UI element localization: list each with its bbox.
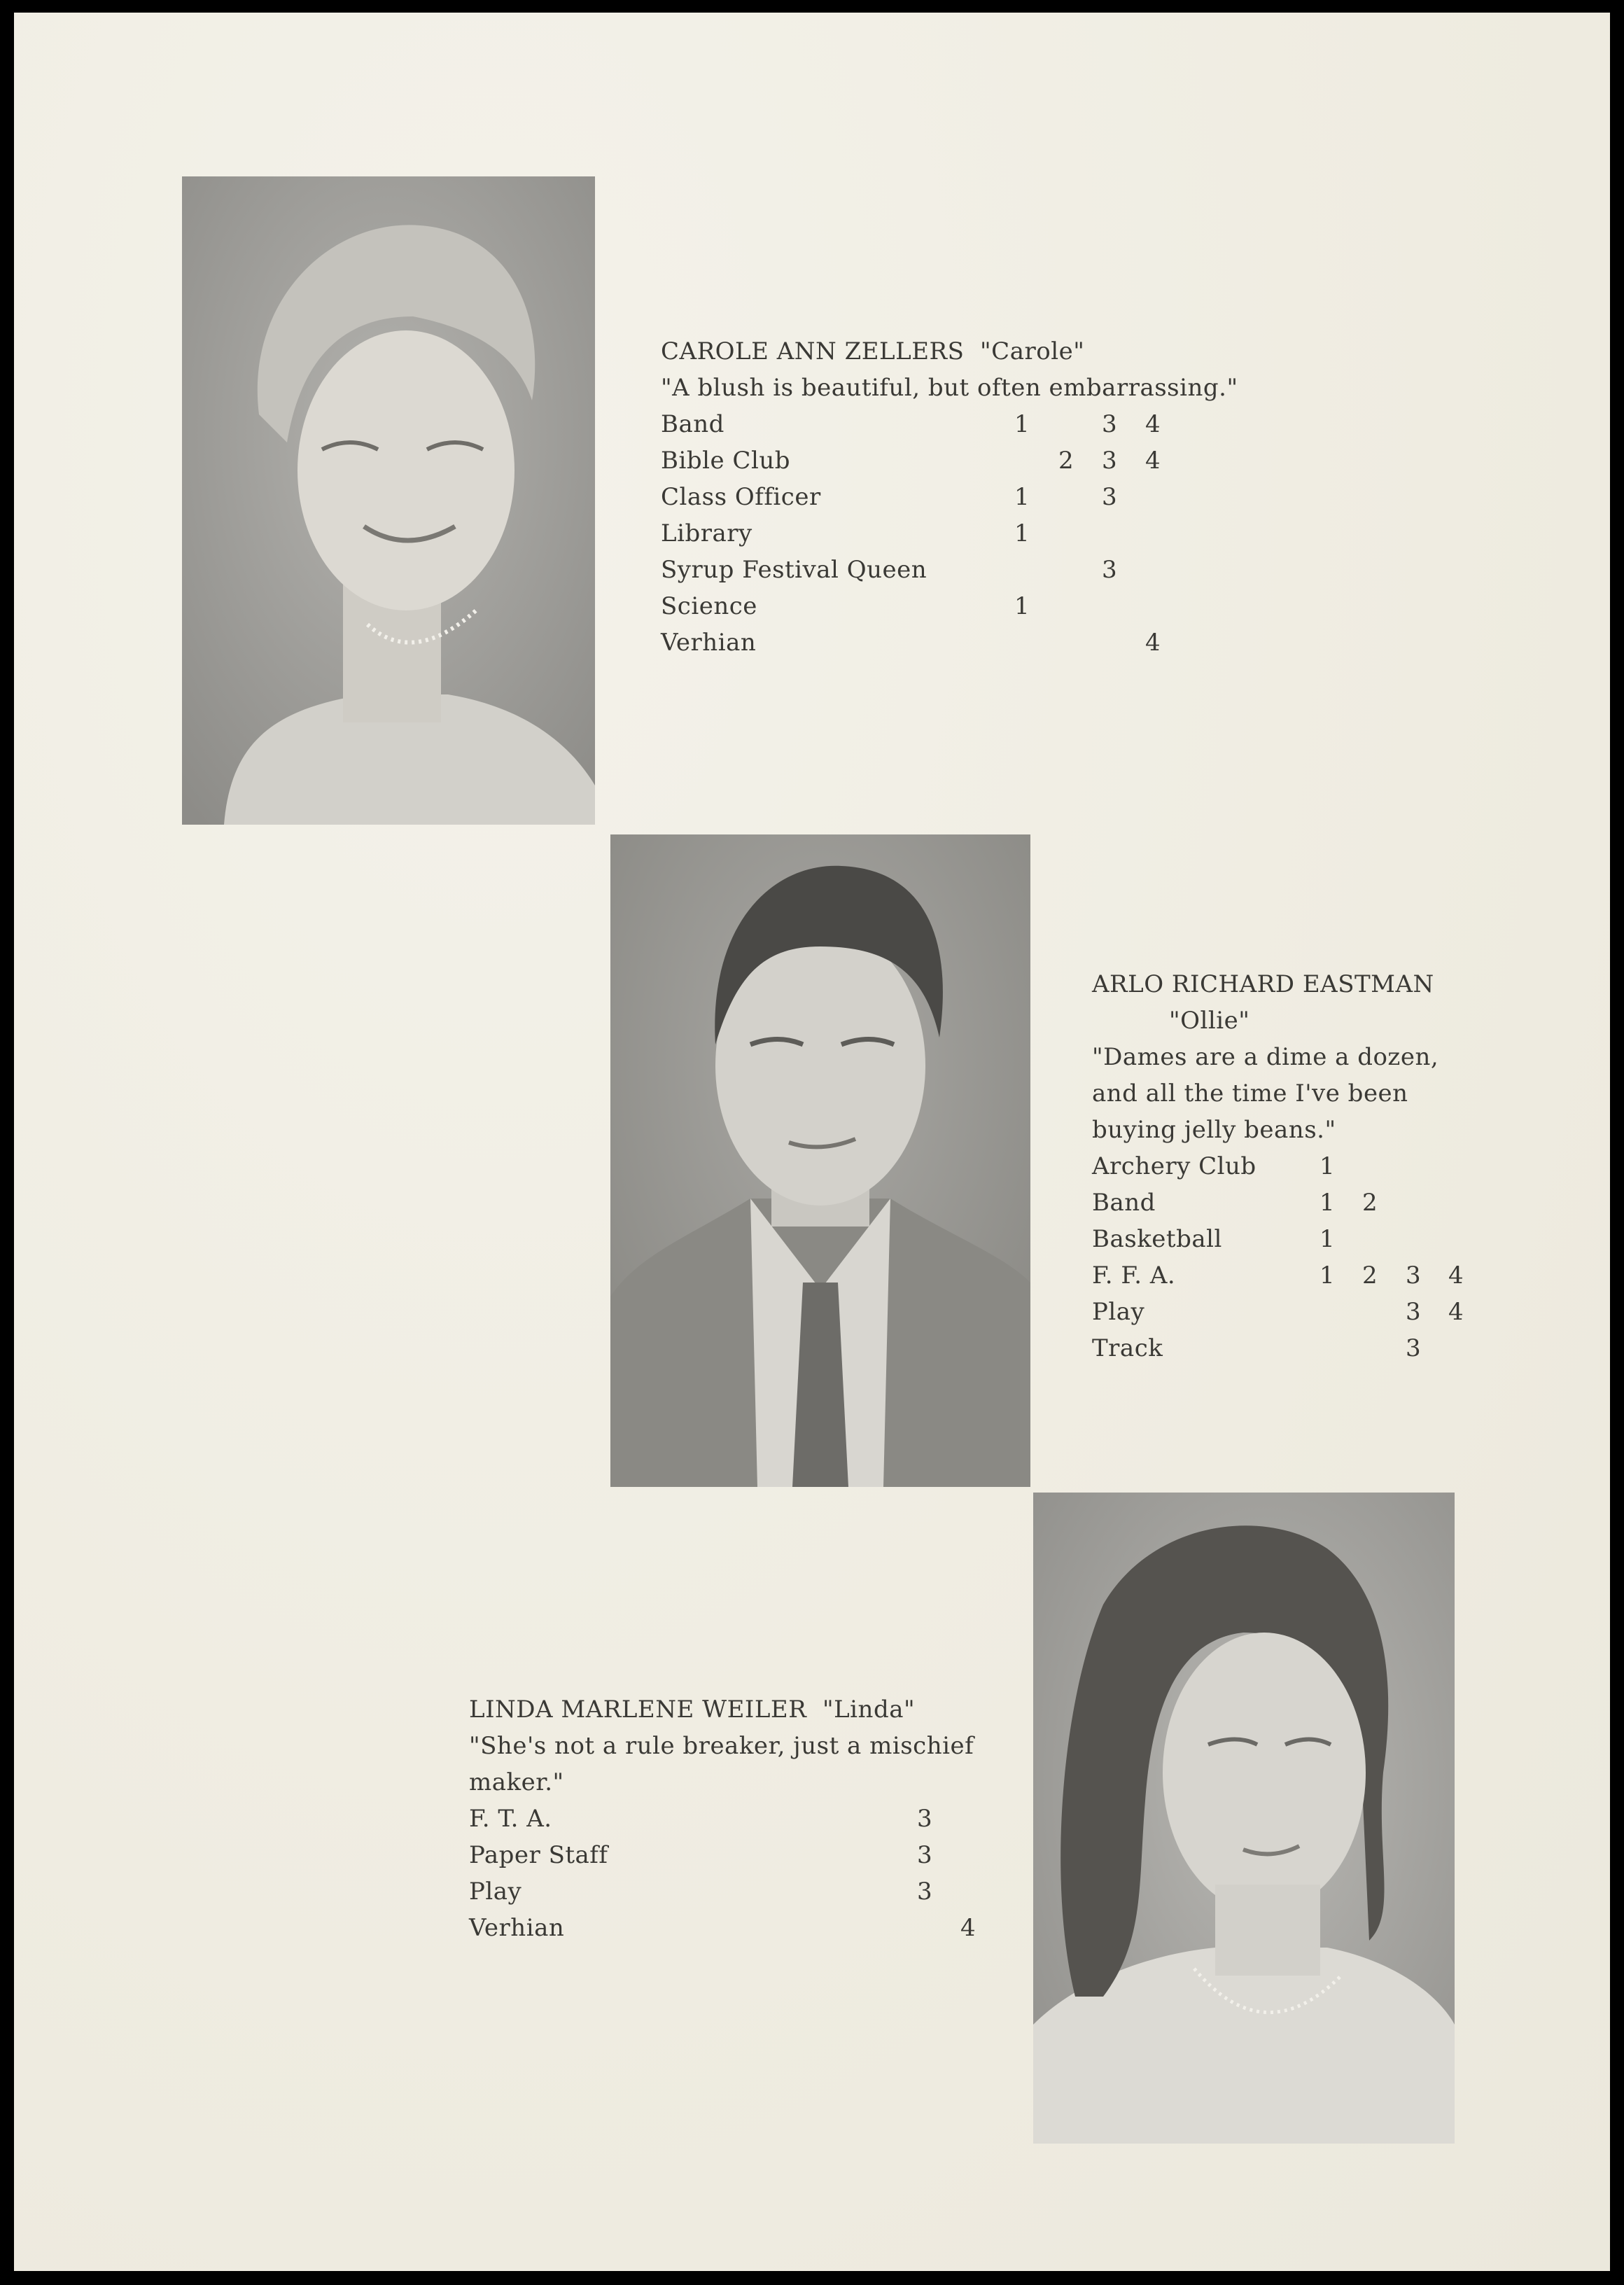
activity-year: 4	[1145, 629, 1161, 657]
activity-row	[469, 1910, 1029, 1946]
activity-year: 1	[1014, 483, 1030, 511]
activity-row	[1092, 1330, 1582, 1367]
activity-name: Library	[661, 519, 752, 547]
activity-row	[661, 442, 1291, 479]
activity-year: 1	[1014, 519, 1030, 547]
student-quote-line: maker."	[469, 1768, 564, 1796]
activity-list	[469, 1801, 1029, 1946]
activity-year: 4	[1448, 1262, 1464, 1290]
activity-name: Bible Club	[661, 447, 790, 475]
student-name: ARLO RICHARD EASTMAN	[1092, 970, 1434, 998]
student-bio-carole	[661, 333, 1291, 661]
activity-year: 4	[960, 1914, 976, 1942]
activity-year: 1	[1320, 1152, 1336, 1180]
activity-name: F. F. A.	[1092, 1262, 1176, 1290]
activity-name: Basketball	[1092, 1225, 1222, 1253]
student-nickname: "Linda"	[822, 1696, 916, 1724]
activity-name: Band	[1092, 1189, 1156, 1217]
activity-row	[661, 515, 1291, 552]
student-photo-linda	[1033, 1493, 1455, 2144]
activity-year: 1	[1014, 410, 1030, 438]
activity-year: 3	[1102, 483, 1118, 511]
student-quote-line: and all the time I've been	[1092, 1079, 1408, 1107]
activity-year: 2	[1362, 1189, 1378, 1217]
activity-year: 3	[1406, 1262, 1422, 1290]
activity-year: 3	[1102, 447, 1118, 475]
student-nickname: "Ollie"	[1169, 1007, 1250, 1035]
activity-year: 4	[1448, 1298, 1464, 1326]
activity-row	[1092, 1185, 1582, 1221]
activity-row	[469, 1801, 1029, 1837]
activity-list	[661, 406, 1291, 661]
activity-year: 4	[1145, 410, 1161, 438]
activity-name: F. T. A.	[469, 1805, 552, 1833]
activity-row	[1092, 1221, 1582, 1257]
student-heading	[661, 333, 1291, 370]
student-photo-arlo	[610, 834, 1030, 1487]
activity-name: Verhian	[661, 629, 757, 657]
activity-year: 1	[1320, 1189, 1336, 1217]
activity-row	[661, 479, 1291, 515]
activity-row	[661, 406, 1291, 442]
activity-row	[1092, 1294, 1582, 1330]
activity-row	[661, 624, 1291, 661]
student-quote-line: "She's not a rule breaker, just a mischief	[469, 1732, 974, 1760]
student-photo-carole	[182, 176, 595, 825]
activity-name: Archery Club	[1092, 1152, 1256, 1180]
activity-year: 2	[1362, 1262, 1378, 1290]
activity-row	[469, 1873, 1029, 1910]
activity-year: 1	[1014, 592, 1030, 620]
activity-year: 4	[1145, 447, 1161, 475]
activity-row	[1092, 1257, 1582, 1294]
activity-year: 3	[1406, 1298, 1422, 1326]
student-bio-arlo	[1092, 966, 1582, 1367]
activity-row	[661, 588, 1291, 624]
activity-year: 1	[1320, 1225, 1336, 1253]
activity-name: Paper Staff	[469, 1841, 608, 1869]
student-bio-linda	[469, 1691, 1029, 1946]
student-name: CAROLE ANN ZELLERS	[661, 337, 965, 365]
student-name: LINDA MARLENE WEILER	[469, 1696, 807, 1724]
student-quote-line: "A blush is beautiful, but often embarrassing."	[661, 374, 1238, 402]
activity-name: Play	[1092, 1298, 1145, 1326]
activity-year: 3	[917, 1841, 933, 1869]
activity-name: Verhian	[469, 1914, 565, 1942]
activity-row	[661, 552, 1291, 588]
activity-list	[1092, 1148, 1582, 1367]
student-heading	[469, 1691, 1029, 1728]
activity-year: 3	[917, 1878, 933, 1906]
student-quote-line: buying jelly beans."	[1092, 1116, 1336, 1144]
student-quote-line: "Dames are a dime a dozen,	[1092, 1043, 1439, 1071]
activity-name: Science	[661, 592, 757, 620]
student-nickname: "Carole"	[980, 337, 1085, 365]
activity-name: Class Officer	[661, 483, 821, 511]
paper-sheet	[14, 13, 1610, 2271]
activity-year: 3	[1102, 556, 1118, 584]
activity-year: 3	[1102, 410, 1118, 438]
activity-year: 2	[1058, 447, 1074, 475]
activity-name: Track	[1092, 1334, 1163, 1362]
activity-row	[469, 1837, 1029, 1873]
activity-name: Play	[469, 1878, 522, 1906]
activity-name: Syrup Festival Queen	[661, 556, 927, 584]
activity-row	[1092, 1148, 1582, 1185]
activity-year: 3	[1406, 1334, 1422, 1362]
activity-name: Band	[661, 410, 724, 438]
activity-year: 1	[1320, 1262, 1336, 1290]
activity-year: 3	[917, 1805, 933, 1833]
